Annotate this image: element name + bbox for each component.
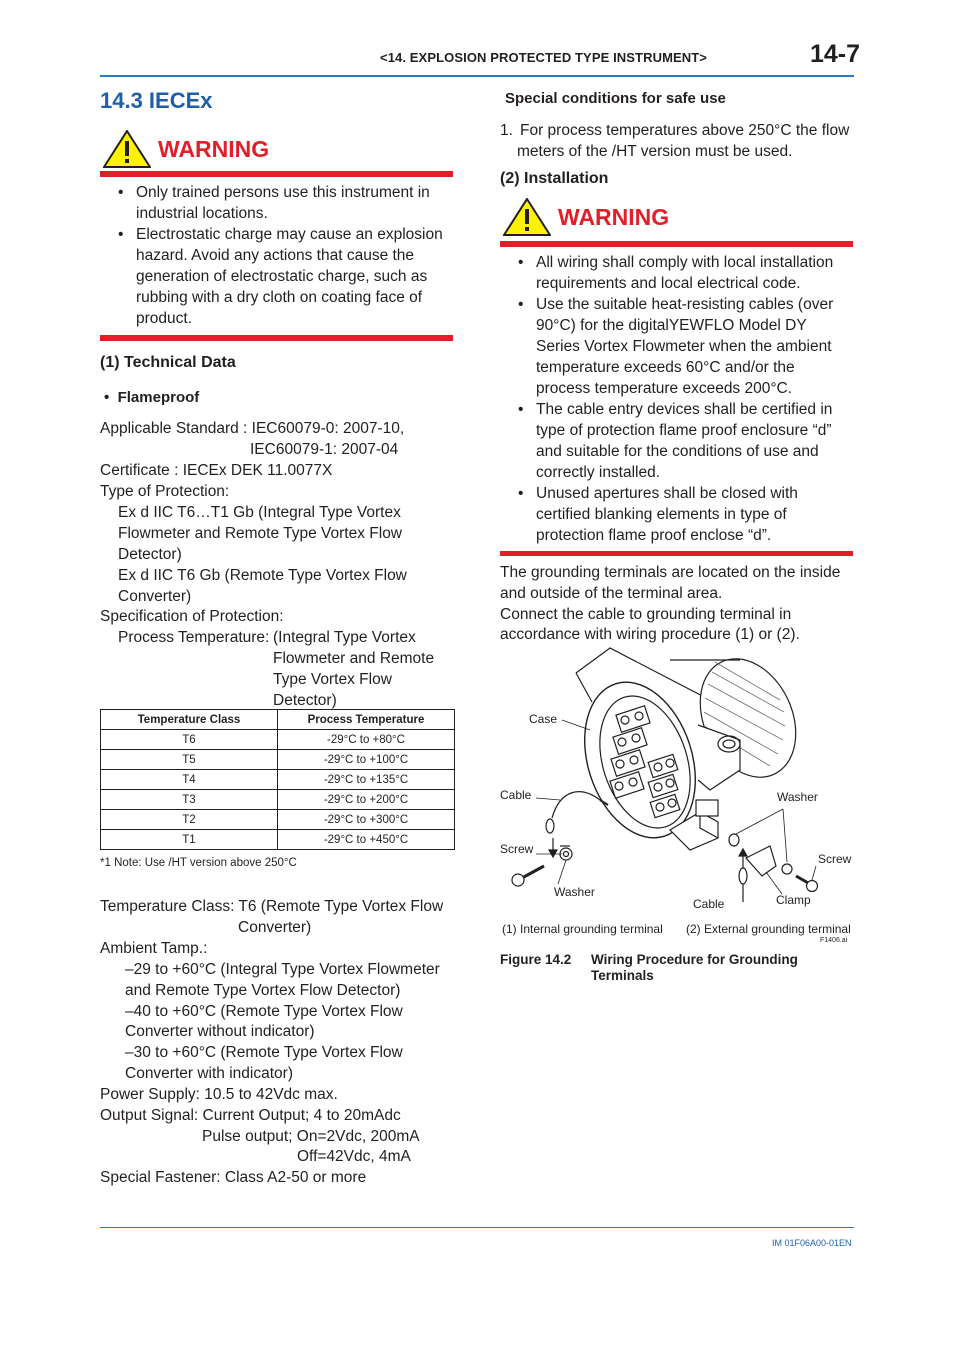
- warning-item: • Only trained persons use this instrument in industrial locations.: [100, 182, 453, 224]
- tech-line: Specification of Protection:: [100, 608, 284, 625]
- warning-header: [100, 130, 453, 170]
- table-row: [101, 750, 455, 770]
- tech-line: Converter): [118, 588, 192, 605]
- grounding-line: Connect the cable to grounding terminal in: [500, 606, 792, 623]
- table-cell: T5: [101, 750, 278, 770]
- warning-bottom-bar: [100, 335, 453, 341]
- internal-terminal-label: (1) Internal grounding terminal: [502, 922, 663, 936]
- warning-item: • The cable entry devices shall be certified in type of protection flame proof enclosure “d” and suitable for the conditions of use and correctly installed.: [500, 399, 853, 483]
- warning-list: [100, 182, 453, 329]
- tech-line: Power Supply: 10.5 to 42Vdc max.: [100, 1086, 338, 1103]
- tech-line: Converter with indicator): [125, 1065, 293, 1082]
- table-header: Process Temperature: [278, 710, 455, 730]
- cable-label: Cable: [693, 897, 725, 911]
- warning-header: [500, 198, 853, 238]
- tech-line: Type of Protection:: [100, 483, 230, 500]
- table-row: [101, 770, 455, 790]
- warning-top-bar: [100, 171, 453, 177]
- warning-item: • Unused apertures shall be closed with certified blanking elements in type of protection flame proof enclose “d”.: [500, 483, 853, 546]
- table-row: [101, 830, 455, 850]
- header-rule: [100, 75, 854, 77]
- tech-line: Ex d IIC T6 Gb (Remote Type Vortex Flow: [118, 567, 407, 584]
- figure-id: F1406.ai: [820, 937, 848, 944]
- special-conditions-heading: Special conditions for safe use: [505, 90, 726, 107]
- tech-line: Ex d IIC T6…T1 Gb (Integral Type Vortex: [118, 504, 401, 521]
- table-cell: -29°C to +100°C: [278, 750, 455, 770]
- figure-caption: Terminals: [591, 968, 654, 983]
- warning-list: [500, 252, 853, 546]
- warning-item: • Electrostatic charge may cause an explosion hazard. Avoid any actions that cause the generation of electrostatic charge, such as rubbing with a dry cloth on coating face of product.: [100, 224, 453, 329]
- tech-line: Converter without indicator): [125, 1023, 315, 1040]
- chapter-header: <14. EXPLOSION PROTECTED TYPE INSTRUMENT>: [380, 50, 707, 65]
- tech-line: –40 to +60°C (Remote Type Vortex Flow: [125, 1003, 403, 1020]
- installation-heading: (2) Installation: [500, 170, 609, 187]
- table-cell: T1: [101, 830, 278, 850]
- tech-line: Flowmeter and Remote Type Vortex Flow: [118, 525, 403, 542]
- grounding-line: and outside of the terminal area.: [500, 585, 723, 602]
- external-terminal-label: (2) External grounding terminal: [686, 922, 851, 936]
- table-cell: -29°C to +135°C: [278, 770, 455, 790]
- warning-box-1: [100, 130, 453, 341]
- table-cell: T3: [101, 790, 278, 810]
- tech-line: Detector): [118, 546, 182, 563]
- table-cell: -29°C to +200°C: [278, 790, 455, 810]
- warning-label: WARNING: [158, 136, 270, 162]
- tech-line: Process Temperature:: [118, 629, 270, 646]
- grounding-line: accordance with wiring procedure (1) or (2).: [500, 626, 800, 643]
- tech-line: Applicable Standard : IEC60079-0: 2007-10,: [100, 420, 405, 437]
- flameproof-bullet: • Flameproof: [104, 389, 200, 406]
- table-row: [101, 730, 455, 750]
- tech-line: Temperature Class: T6 (Remote Type Vortex Flow: [100, 898, 444, 915]
- table-row: [101, 810, 455, 830]
- warning-bottom-bar: [500, 551, 853, 556]
- special-item-number: 1.: [500, 122, 513, 139]
- table-cell: T2: [101, 810, 278, 830]
- warning-box-2: [500, 198, 853, 556]
- footer-rule: [100, 1227, 854, 1228]
- case-label: Case: [529, 712, 558, 726]
- tech-line: IEC60079-1: 2007-04: [250, 441, 399, 458]
- clamp-label: Clamp: [776, 893, 811, 907]
- screw-label: Screw: [500, 842, 534, 856]
- warning-triangle-icon: [503, 198, 551, 236]
- tech-line: Detector): [273, 692, 337, 709]
- grounding-line: The grounding terminals are located on the inside: [500, 564, 841, 581]
- tech-line: Special Fastener: Class A2-50 or more: [100, 1169, 367, 1186]
- cable-label: Cable: [500, 788, 532, 802]
- tech-line: –30 to +60°C (Remote Type Vortex Flow: [125, 1044, 403, 1061]
- grounding-terminal-diagram: [500, 640, 854, 910]
- warning-item: • All wiring shall comply with local installation requirements and local electrical code.: [500, 252, 853, 294]
- table-note: *1 Note: Use /HT version above 250°C: [100, 857, 297, 869]
- page-number: 14-7: [810, 40, 861, 68]
- figure-caption: Wiring Procedure for Grounding: [591, 952, 798, 967]
- technical-data-heading: (1) Technical Data: [100, 354, 236, 371]
- warning-triangle-icon: [103, 130, 151, 168]
- figure-number: Figure 14.2: [500, 952, 572, 967]
- table-cell: T4: [101, 770, 278, 790]
- tech-line: –29 to +60°C (Integral Type Vortex Flowmeter: [125, 961, 440, 978]
- tech-line: (Integral Type Vortex: [273, 629, 416, 646]
- screw-label: Screw: [818, 852, 852, 866]
- tech-line: Output Signal: Current Output; 4 to 20mAdc: [100, 1107, 401, 1124]
- tech-line: Ambient Tamp.:: [100, 940, 208, 957]
- tech-line: Certificate : IECEx DEK 11.0077X: [100, 462, 333, 479]
- flameproof-label: Flameproof: [117, 389, 200, 406]
- tech-line: Flowmeter and Remote: [273, 650, 435, 667]
- table-header: Temperature Class: [101, 710, 278, 730]
- table-cell: T6: [101, 730, 278, 750]
- warning-label: WARNING: [558, 204, 670, 230]
- table-cell: -29°C to +80°C: [278, 730, 455, 750]
- tech-line: Pulse output; On=2Vdc, 200mA: [202, 1128, 420, 1145]
- tech-line: Type Vortex Flow: [273, 671, 392, 688]
- washer-label: Washer: [554, 885, 595, 899]
- warning-top-bar: [500, 241, 853, 247]
- warning-item: • Use the suitable heat-resisting cables (over 90°C) for the digitalYEWFLO Model DY Series Vortex Flowmeter when the ambient temperature exceeds 60°C and/or the process temperature exceeds 200°C.: [500, 294, 853, 399]
- temperature-class-table: [100, 709, 455, 850]
- table-header-row: [101, 710, 455, 730]
- table-row: [101, 790, 455, 810]
- tech-line: Converter): [238, 919, 312, 936]
- section-title: 14.3 IECEx: [100, 88, 213, 113]
- document-id: IM 01F06A00-01EN: [772, 1238, 852, 1248]
- tech-line: and Remote Type Vortex Flow Detector): [125, 982, 401, 999]
- table-cell: -29°C to +300°C: [278, 810, 455, 830]
- special-item-text: For process temperatures above 250°C the flow: [520, 122, 850, 139]
- special-item-text: meters of the /HT version must be used.: [517, 143, 793, 160]
- table-cell: -29°C to +450°C: [278, 830, 455, 850]
- washer-label: Washer: [777, 790, 818, 804]
- tech-line: Off=42Vdc, 4mA: [297, 1148, 411, 1165]
